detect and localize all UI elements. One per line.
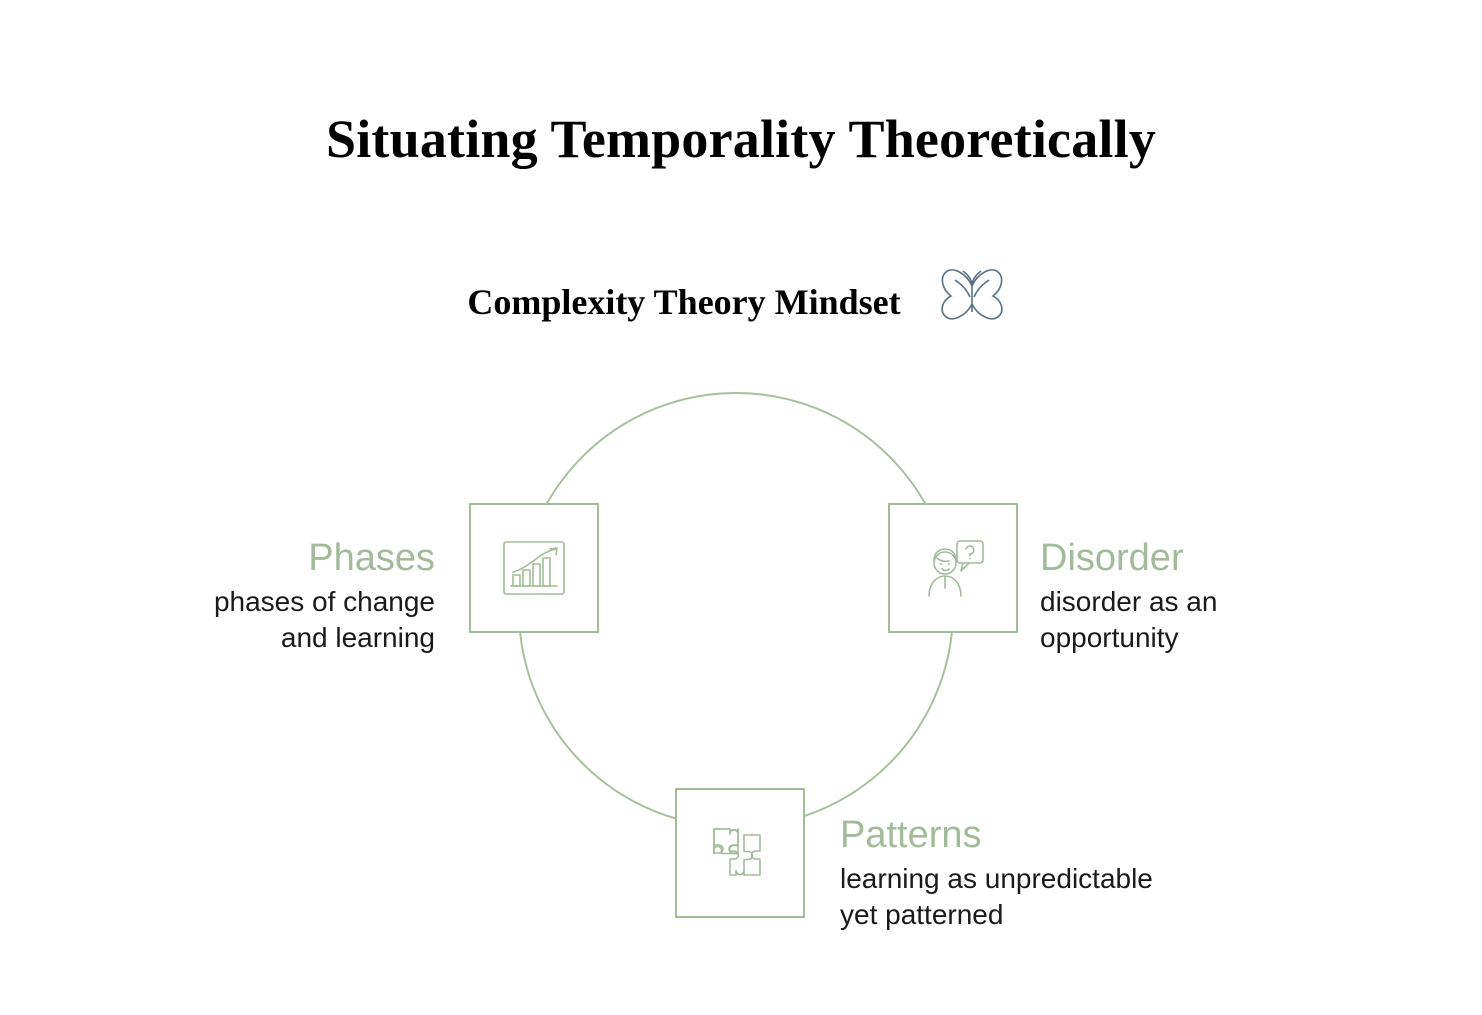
- node-disorder[interactable]: [888, 503, 1018, 633]
- label-patterns-description: [840, 861, 1320, 934]
- subtitle-row: [0, 262, 1482, 342]
- slide-title: Situating Temporality Theoretically: [325, 109, 1157, 169]
- label-phases-description-line1: phases of change: [213, 585, 435, 617]
- node-phases[interactable]: [469, 503, 599, 633]
- puzzle-pieces-icon: [700, 813, 780, 893]
- label-phases-description: [90, 584, 435, 657]
- label-patterns-heading: Patterns: [840, 814, 982, 856]
- label-disorder-description-line2: opportunity: [1040, 622, 1179, 654]
- node-patterns[interactable]: [675, 788, 805, 918]
- growth-bar-chart-icon: [494, 528, 574, 608]
- label-patterns: [840, 815, 1320, 934]
- person-question-bubble-icon: [913, 528, 993, 608]
- label-disorder: [1040, 538, 1410, 657]
- label-disorder-heading: Disorder: [1040, 537, 1184, 579]
- label-phases: [90, 538, 435, 657]
- complexity-cycle-diagram: [0, 360, 1482, 1000]
- butterfly-icon: [929, 256, 1015, 342]
- slide-subtitle: Complexity Theory Mindset: [467, 282, 901, 322]
- label-phases-heading: Phases: [308, 537, 435, 579]
- label-phases-description-line2: and learning: [280, 622, 435, 654]
- label-disorder-description: [1040, 584, 1410, 657]
- label-patterns-description-line2: yet patterned: [840, 899, 1004, 931]
- label-disorder-description-line1: disorder as an: [1040, 585, 1218, 617]
- label-patterns-description-line1: learning as unpredictable: [840, 862, 1153, 894]
